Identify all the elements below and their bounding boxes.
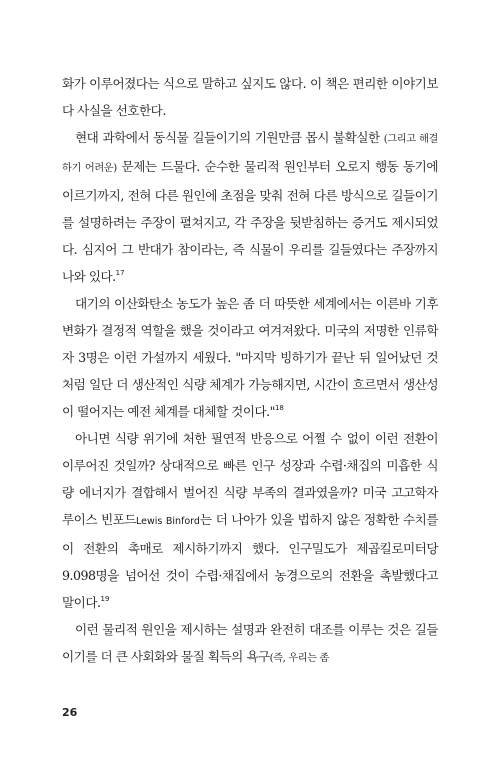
paragraph-2-parenthetical: (그리고 해결하기 어려운) (62, 134, 438, 174)
paragraph-4-text-b: 는 더 나아가 있을 법하지 않은 정확한 수치를 이 전환의 촉매로 제시하기까지 했다. 인구밀도가 제곱킬로미터당 9.098명을 넘어선 것이 수렵·채집에서 농경으로의 전환을 촉발했다고 말이다. (62, 512, 438, 610)
paragraph-5-parenthetical: (즉, 우리는 좀 (269, 653, 329, 664)
paragraph-5-text-a: 이런 물리적 원인을 제시하는 설명과 완전히 대조를 이루는 것은 길들이기를 더 큰 사회화와 물질 획득의 욕구 (62, 622, 438, 664)
paragraph-4-latin-name: Lewis Binford (136, 516, 200, 527)
footnote-marker-19: 19 (100, 595, 110, 603)
footnote-marker-18: 18 (274, 404, 284, 412)
paragraph-4 (62, 425, 438, 616)
paragraph-2-text-a: 현대 과학에서 동식물 길들이기의 기원만큼 몹시 불확실한 (75, 130, 384, 145)
paragraph-2-text-b: 문제는 드물다. 순수한 물리적 원인부터 오로지 행동 동기에 이르기까지, 전혀 다른 원인에 초점을 맞춰 전혀 다른 방식으로 길들이기를 설명하려는 주장이 펼쳐지고, 각 주장을 뒷받침하는 증거도 제시되었다. 심지어 그 반대가 참이라는, 즉 식물이 우리를 길들였다는 주장까지 나와 있다. (62, 159, 438, 284)
paragraph-1 (62, 70, 438, 124)
page-number: 26 (62, 706, 78, 719)
body-text (62, 70, 438, 672)
paragraph-4-text-a: 아니면 식량 위기에 처한 필연적 반응으로 어쩔 수 없이 이런 전환이 이루어진 것일까? 상대적으로 빠른 인구 성장과 수렵·채집의 미흡한 식량 에너지가 결합해서 벌어진 식량 부족의 결과였을까? 미국 고고학자 루이스 빈포드 (62, 431, 438, 527)
paragraph-3 (62, 290, 438, 425)
paragraph-2 (62, 124, 438, 290)
footnote-marker-17: 17 (115, 269, 125, 277)
paragraph-1-text: 화가 이루어졌다는 식으로 말하고 싶지도 않다. 이 책은 편리한 이야기보다 사실을 선호한다. (62, 76, 438, 118)
paragraph-5 (62, 616, 438, 672)
paragraph-3-text: 대기의 이산화탄소 농도가 높은 좀 더 따뜻한 세계에서는 이른바 기후변화가 결정적 역할을 했을 것이라고 여겨져왔다. 미국의 저명한 인류학자 3명은 이런 가설까지 세웠다. "마지막 빙하기가 끝난 뒤 일어났던 것처럼 일단 더 생산적인 식량 체계가 가능해지면, 시간이 흐르면서 생산성이 떨어지는 예전 체계를 대체할 것이다." (62, 296, 438, 419)
